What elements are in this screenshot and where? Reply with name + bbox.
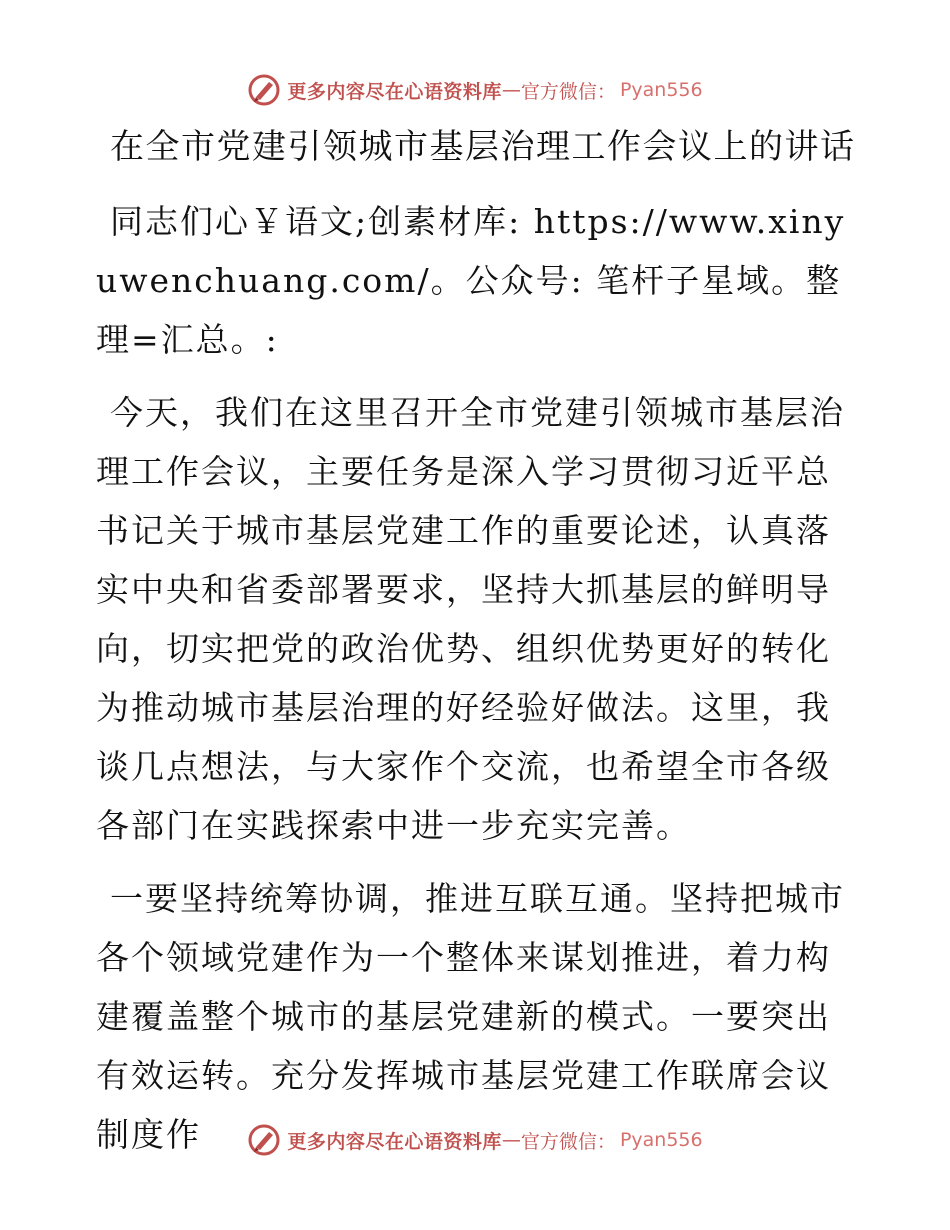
watermark-separator: —: [501, 1129, 521, 1151]
watermark-text: 更多内容尽在心语资料库: [287, 80, 502, 103]
watermark-wechat-label: 官方微信：: [520, 1130, 616, 1153]
pen-logo-icon: [247, 73, 281, 107]
watermark-separator: —: [501, 79, 521, 101]
watermark-wechat-id: Pyan556: [619, 1129, 703, 1151]
footer-watermark: [0, 1120, 950, 1160]
paragraph: 一要坚持统筹协调，推进互联互通。坚持把城市各个领域党建作为一个整体来谋划推进，着力构建覆盖整个城市的基层党建新的模式。一要突出有效运转。充分发挥城市基层党建工作联席会议制度作: [96, 879, 845, 1154]
paragraph: 今天，我们在这里召开全市党建引领城市基层治理工作会议，主要任务是深入学习贯彻习近平总书记关于城市基层党建工作的重要论述，认真落实中央和省委部署要求，坚持大抓基层的鲜明导向，切实把党的政治优势、组织优势更好的转化为推动城市基层治理的好经验好做法。这里，我谈几点想法，与大家作个交流，也希望全市各级各部门在实践探索中进一步充实完善。: [96, 393, 845, 845]
pen-logo-icon: [247, 1123, 281, 1157]
document-body: [96, 120, 856, 1178]
document-title: 在全市党建引领城市基层治理工作会议上的讲话: [110, 127, 856, 167]
watermark-text: 更多内容尽在心语资料库: [287, 1130, 502, 1153]
watermark-wechat-label: 官方微信：: [520, 80, 616, 103]
header-watermark: [0, 70, 950, 110]
watermark-wechat-id: Pyan556: [619, 79, 703, 101]
paragraph: 同志们心￥语文;创素材库: https://www.xinyuwenchuang.com/。公众号: 笔杆子星域。整理=汇总。:: [96, 202, 846, 359]
